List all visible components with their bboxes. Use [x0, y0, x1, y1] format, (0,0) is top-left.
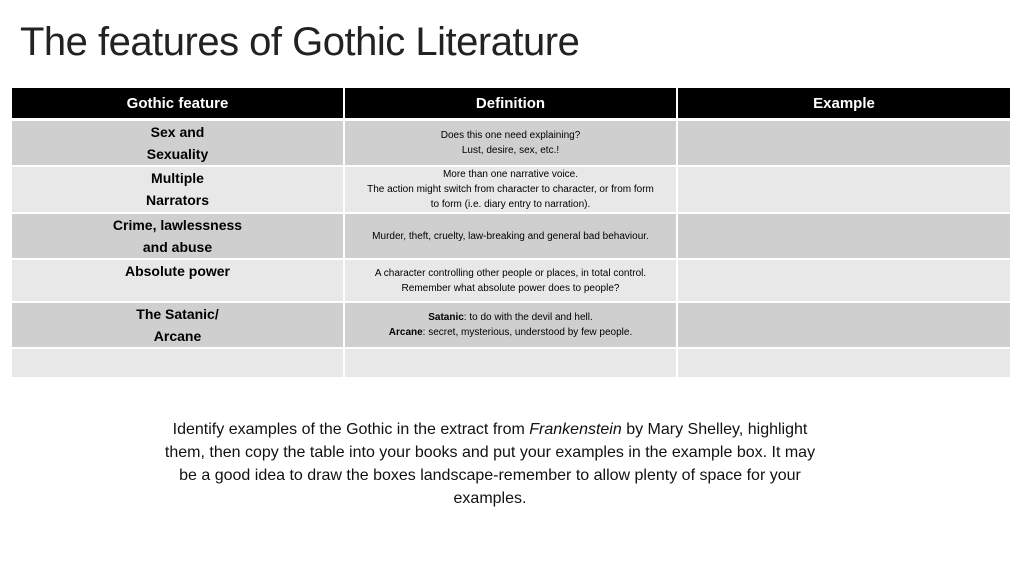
feature-cell — [12, 166, 344, 213]
feature-line: Sex and — [150, 124, 205, 140]
feature-line: Absolute power — [124, 263, 230, 279]
definition-line: Lust, desire, sex, etc.! — [461, 145, 560, 156]
instructions-after: by Mary Shelley, highlight them, then copy the table into your books and put your examples in the example box. It may be a good idea to draw the boxes landscape-remember to allow plenty of space for your examples. — [164, 421, 816, 507]
definition-line: More than one narrative voice. — [442, 169, 579, 180]
example-cell[interactable] — [677, 213, 1010, 259]
definition-cell[interactable] — [344, 348, 677, 378]
definition-cell — [344, 120, 677, 167]
definition-line — [349, 310, 672, 325]
definition-line: Remember what absolute power does to people? — [401, 282, 620, 294]
definition-line: The action might switch from character to character, or from form — [367, 184, 654, 195]
example-cell[interactable] — [677, 166, 1010, 213]
header-gothic-feature: Gothic feature — [12, 88, 344, 120]
definition-cell — [344, 259, 677, 302]
feature-cell — [12, 120, 344, 167]
header-example: Example — [677, 88, 1010, 120]
feature-cell — [12, 259, 344, 302]
feature-line: and abuse — [142, 239, 213, 255]
feature-line: Sexuality — [146, 146, 209, 162]
table-row — [12, 302, 1010, 348]
instructions-before: Identify examples of the Gothic in the extract from — [172, 421, 530, 438]
slide-title: The features of Gothic Literature — [20, 20, 580, 64]
definition-line: A character controlling other people or places, in total control. — [374, 267, 647, 279]
example-cell[interactable] — [677, 120, 1010, 167]
definition-line: to form (i.e. diary entry to narration). — [430, 199, 591, 210]
feature-cell — [12, 302, 344, 348]
feature-line: Crime, lawlessness — [112, 217, 243, 233]
definition-line: Murder, theft, cruelty, law-breaking and general bad behaviour. — [372, 230, 649, 242]
definition-cell — [344, 302, 677, 348]
example-cell[interactable] — [677, 348, 1010, 378]
feature-line: Multiple — [151, 170, 204, 186]
example-cell[interactable] — [677, 259, 1010, 302]
table-header-row — [12, 88, 1010, 120]
table-row — [12, 120, 1010, 167]
definition-text: : to do with the devil and hell. — [463, 312, 593, 323]
table-row — [12, 259, 1010, 302]
feature-line: The Satanic/ — [136, 306, 219, 322]
table-row — [12, 213, 1010, 259]
definition-line — [349, 325, 672, 340]
definition-term: Satanic — [428, 312, 464, 323]
header-definition: Definition — [344, 88, 677, 120]
definition-line: Does this one need explaining? — [440, 130, 581, 141]
feature-cell[interactable] — [12, 348, 344, 378]
gothic-features-table — [12, 88, 1010, 379]
definition-cell — [344, 213, 677, 259]
feature-cell — [12, 213, 344, 259]
feature-line: Arcane — [153, 328, 202, 344]
example-cell[interactable] — [677, 302, 1010, 348]
feature-line: Narrators — [145, 192, 210, 208]
definition-term: Arcane — [388, 327, 423, 338]
definition-cell — [344, 166, 677, 213]
table-row — [12, 166, 1010, 213]
instructions-text — [160, 418, 820, 510]
book-title: Frankenstein — [529, 421, 622, 438]
definition-text: : secret, mysterious, understood by few people. — [422, 327, 633, 338]
table-row — [12, 348, 1010, 378]
